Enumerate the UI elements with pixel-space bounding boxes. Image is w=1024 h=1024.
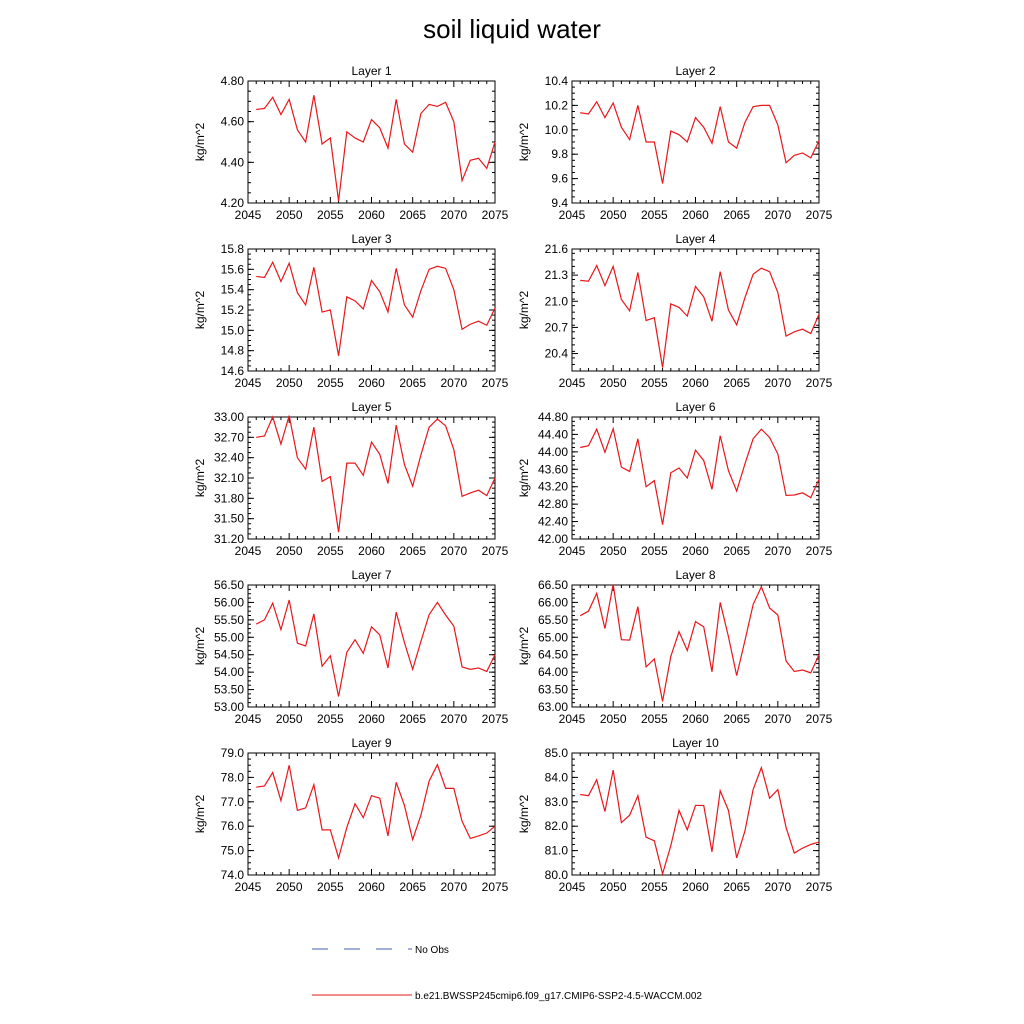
x-tick-label: 2070 [764, 712, 792, 726]
x-tick-label: 2045 [558, 712, 586, 726]
x-tick-label: 2055 [316, 712, 344, 726]
y-tick-label: 76.0 [220, 819, 244, 834]
y-tick-label: 14.8 [220, 343, 244, 358]
panels-layer [193, 64, 833, 894]
panel-title: Layer 1 [351, 64, 392, 78]
y-tick-label: 33.00 [213, 410, 244, 424]
y-tick-label: 9.4 [551, 196, 568, 210]
x-tick-label: 2075 [481, 880, 509, 894]
x-tick-label: 2045 [234, 880, 262, 894]
y-tick-label: 56.00 [213, 595, 244, 610]
x-tick-label: 2070 [764, 208, 792, 222]
series-line [580, 102, 819, 184]
x-tick-label: 2065 [723, 208, 751, 222]
series-line [256, 262, 495, 356]
y-tick-label: 15.8 [220, 242, 244, 256]
x-tick-label: 2055 [640, 544, 668, 558]
x-tick-label: 2045 [234, 712, 262, 726]
y-tick-label: 9.6 [551, 171, 568, 186]
x-tick-label: 2065 [723, 376, 751, 390]
y-tick-label: 78.0 [220, 770, 244, 785]
x-tick-label: 2065 [399, 376, 427, 390]
plot-frame [572, 249, 819, 371]
x-tick-label: 2045 [558, 880, 586, 894]
y-tick-label: 64.00 [537, 665, 568, 680]
y-tick-label: 20.4 [544, 346, 568, 361]
x-tick-label: 2065 [399, 712, 427, 726]
y-axis-label: kg/m^2 [517, 794, 531, 834]
y-tick-label: 54.50 [213, 647, 244, 662]
y-tick-label: 32.70 [213, 430, 244, 445]
y-tick-label: 80.0 [544, 868, 568, 882]
y-tick-label: 44.00 [537, 444, 568, 459]
legend-label-no-obs: No Obs [415, 945, 449, 956]
y-tick-label: 82.0 [544, 819, 568, 834]
x-tick-label: 2065 [723, 880, 751, 894]
y-tick-label: 32.10 [213, 471, 244, 485]
chart-title: soil liquid water [423, 14, 601, 44]
y-tick-label: 42.00 [537, 532, 568, 546]
x-tick-label: 2055 [640, 880, 668, 894]
x-tick-label: 2075 [481, 376, 509, 390]
x-tick-label: 2065 [399, 544, 427, 558]
panel-title: Layer 4 [675, 232, 716, 246]
y-tick-label: 10.0 [544, 122, 568, 137]
panel-title: Layer 2 [675, 64, 716, 78]
y-tick-label: 56.50 [213, 578, 244, 592]
x-tick-label: 2070 [440, 880, 468, 894]
series-line [580, 266, 819, 368]
x-tick-label: 2050 [275, 208, 303, 222]
x-tick-label: 2050 [275, 880, 303, 894]
y-tick-label: 74.0 [220, 868, 244, 882]
x-tick-label: 2070 [764, 544, 792, 558]
series-line [580, 584, 819, 701]
panel-title: Layer 10 [672, 736, 719, 750]
y-tick-label: 63.50 [537, 682, 568, 697]
x-tick-label: 2075 [805, 544, 833, 558]
x-tick-label: 2070 [764, 880, 792, 894]
series-line [256, 416, 495, 533]
panel-7 [193, 568, 509, 726]
x-tick-label: 2075 [481, 544, 509, 558]
x-tick-label: 2055 [316, 544, 344, 558]
plot-frame [572, 753, 819, 875]
y-tick-label: 43.20 [537, 479, 568, 494]
y-tick-label: 9.8 [551, 147, 568, 162]
x-tick-label: 2060 [358, 376, 385, 390]
panel-title: Layer 5 [351, 400, 392, 414]
y-tick-label: 32.40 [213, 450, 244, 465]
x-tick-label: 2050 [275, 712, 303, 726]
y-axis-label: kg/m^2 [193, 626, 207, 666]
y-tick-label: 66.50 [537, 578, 568, 592]
y-tick-label: 75.0 [220, 843, 244, 858]
x-tick-label: 2060 [682, 880, 709, 894]
x-tick-label: 2055 [316, 376, 344, 390]
plot-frame [248, 81, 495, 203]
x-tick-label: 2070 [440, 544, 468, 558]
panel-title: Layer 6 [675, 400, 716, 414]
y-tick-label: 64.50 [537, 647, 568, 662]
y-tick-label: 31.50 [213, 511, 244, 526]
legend [312, 945, 702, 1002]
y-tick-label: 63.00 [537, 700, 568, 714]
y-tick-label: 43.60 [537, 462, 568, 477]
legend-label-series: b.e21.BWSSP245cmip6.f09_g17.CMIP6-SSP2-4.5-WACCM.002 [415, 991, 702, 1002]
panel-9 [193, 736, 509, 894]
y-tick-label: 77.0 [220, 794, 244, 809]
x-tick-label: 2050 [599, 376, 627, 390]
panel-4 [517, 232, 833, 390]
x-tick-label: 2050 [599, 208, 627, 222]
plot-frame [248, 417, 495, 539]
plot-frame [572, 417, 819, 539]
panel-8 [517, 568, 833, 726]
x-tick-label: 2060 [682, 376, 709, 390]
y-tick-label: 65.50 [537, 612, 568, 627]
panel-1 [193, 64, 509, 222]
y-tick-label: 44.40 [537, 427, 568, 442]
y-tick-label: 66.00 [537, 595, 568, 610]
y-tick-label: 54.00 [213, 665, 244, 680]
x-tick-label: 2050 [599, 712, 627, 726]
y-tick-label: 4.60 [220, 114, 244, 129]
x-tick-label: 2070 [440, 208, 468, 222]
y-tick-label: 42.40 [537, 514, 568, 529]
y-tick-label: 20.7 [544, 320, 568, 335]
panel-title: Layer 8 [675, 568, 716, 582]
y-tick-label: 53.00 [213, 700, 244, 714]
x-tick-label: 2075 [805, 208, 833, 222]
x-tick-label: 2065 [723, 712, 751, 726]
x-tick-label: 2070 [440, 712, 468, 726]
y-tick-label: 81.0 [544, 843, 568, 858]
series-line [580, 429, 819, 525]
x-tick-label: 2070 [764, 376, 792, 390]
x-tick-label: 2060 [358, 880, 385, 894]
y-tick-label: 4.40 [220, 155, 244, 170]
y-tick-label: 44.80 [537, 410, 568, 424]
y-tick-label: 10.2 [544, 98, 568, 113]
x-tick-label: 2045 [558, 376, 586, 390]
x-tick-label: 2065 [399, 880, 427, 894]
panel-5 [193, 400, 509, 558]
y-tick-label: 79.0 [220, 746, 244, 760]
x-tick-label: 2060 [358, 208, 385, 222]
y-tick-label: 15.4 [220, 282, 244, 297]
y-tick-label: 42.80 [537, 497, 568, 512]
x-tick-label: 2060 [682, 712, 709, 726]
x-tick-label: 2050 [275, 544, 303, 558]
y-tick-label: 14.6 [220, 364, 244, 378]
x-tick-label: 2045 [234, 208, 262, 222]
series-line [580, 768, 819, 874]
y-tick-label: 84.0 [544, 770, 568, 785]
y-axis-label: kg/m^2 [517, 458, 531, 498]
y-tick-label: 21.6 [544, 242, 568, 256]
series-line [256, 600, 495, 697]
series-line [256, 95, 495, 201]
x-tick-label: 2070 [440, 376, 468, 390]
x-tick-label: 2075 [805, 712, 833, 726]
x-tick-label: 2045 [558, 208, 586, 222]
x-tick-label: 2045 [234, 544, 262, 558]
x-tick-label: 2075 [805, 880, 833, 894]
y-tick-label: 65.00 [537, 630, 568, 645]
x-tick-label: 2065 [723, 544, 751, 558]
y-tick-label: 55.00 [213, 630, 244, 645]
y-tick-label: 53.50 [213, 682, 244, 697]
y-axis-label: kg/m^2 [517, 290, 531, 330]
y-tick-label: 55.50 [213, 612, 244, 627]
x-tick-label: 2075 [805, 376, 833, 390]
y-tick-label: 85.0 [544, 746, 568, 760]
y-tick-label: 4.80 [220, 74, 244, 88]
y-tick-label: 31.20 [213, 532, 244, 546]
plot-frame [248, 753, 495, 875]
panel-3 [193, 232, 509, 390]
panel-title: Layer 3 [351, 232, 392, 246]
x-tick-label: 2075 [481, 712, 509, 726]
x-tick-label: 2060 [682, 544, 709, 558]
y-axis-label: kg/m^2 [517, 122, 531, 162]
x-tick-label: 2045 [558, 544, 586, 558]
y-tick-label: 31.80 [213, 491, 244, 506]
y-axis-label: kg/m^2 [193, 794, 207, 834]
y-tick-label: 15.0 [220, 323, 244, 338]
x-tick-label: 2050 [599, 880, 627, 894]
x-tick-label: 2045 [234, 376, 262, 390]
y-axis-label: kg/m^2 [517, 626, 531, 666]
y-tick-label: 4.20 [220, 196, 244, 210]
y-axis-label: kg/m^2 [193, 122, 207, 162]
panel-6 [517, 400, 833, 558]
x-tick-label: 2060 [682, 208, 709, 222]
y-tick-label: 10.4 [544, 74, 568, 88]
x-tick-label: 2060 [358, 712, 385, 726]
x-tick-label: 2055 [640, 208, 668, 222]
x-tick-label: 2050 [275, 376, 303, 390]
y-tick-label: 15.2 [220, 303, 244, 317]
x-tick-label: 2055 [640, 712, 668, 726]
x-tick-label: 2060 [358, 544, 385, 558]
y-axis-label: kg/m^2 [193, 458, 207, 498]
y-axis-label: kg/m^2 [193, 290, 207, 330]
y-tick-label: 21.0 [544, 294, 568, 309]
panel-10 [517, 736, 833, 894]
y-tick-label: 83.0 [544, 794, 568, 809]
panel-2 [517, 64, 833, 222]
y-tick-label: 15.6 [220, 262, 244, 277]
x-tick-label: 2050 [599, 544, 627, 558]
panel-title: Layer 9 [351, 736, 392, 750]
x-tick-label: 2055 [316, 208, 344, 222]
x-tick-label: 2075 [481, 208, 509, 222]
x-tick-label: 2065 [399, 208, 427, 222]
x-tick-label: 2055 [316, 880, 344, 894]
panel-title: Layer 7 [351, 568, 392, 582]
y-tick-label: 21.3 [544, 268, 568, 283]
x-tick-label: 2055 [640, 376, 668, 390]
series-line [256, 765, 495, 858]
